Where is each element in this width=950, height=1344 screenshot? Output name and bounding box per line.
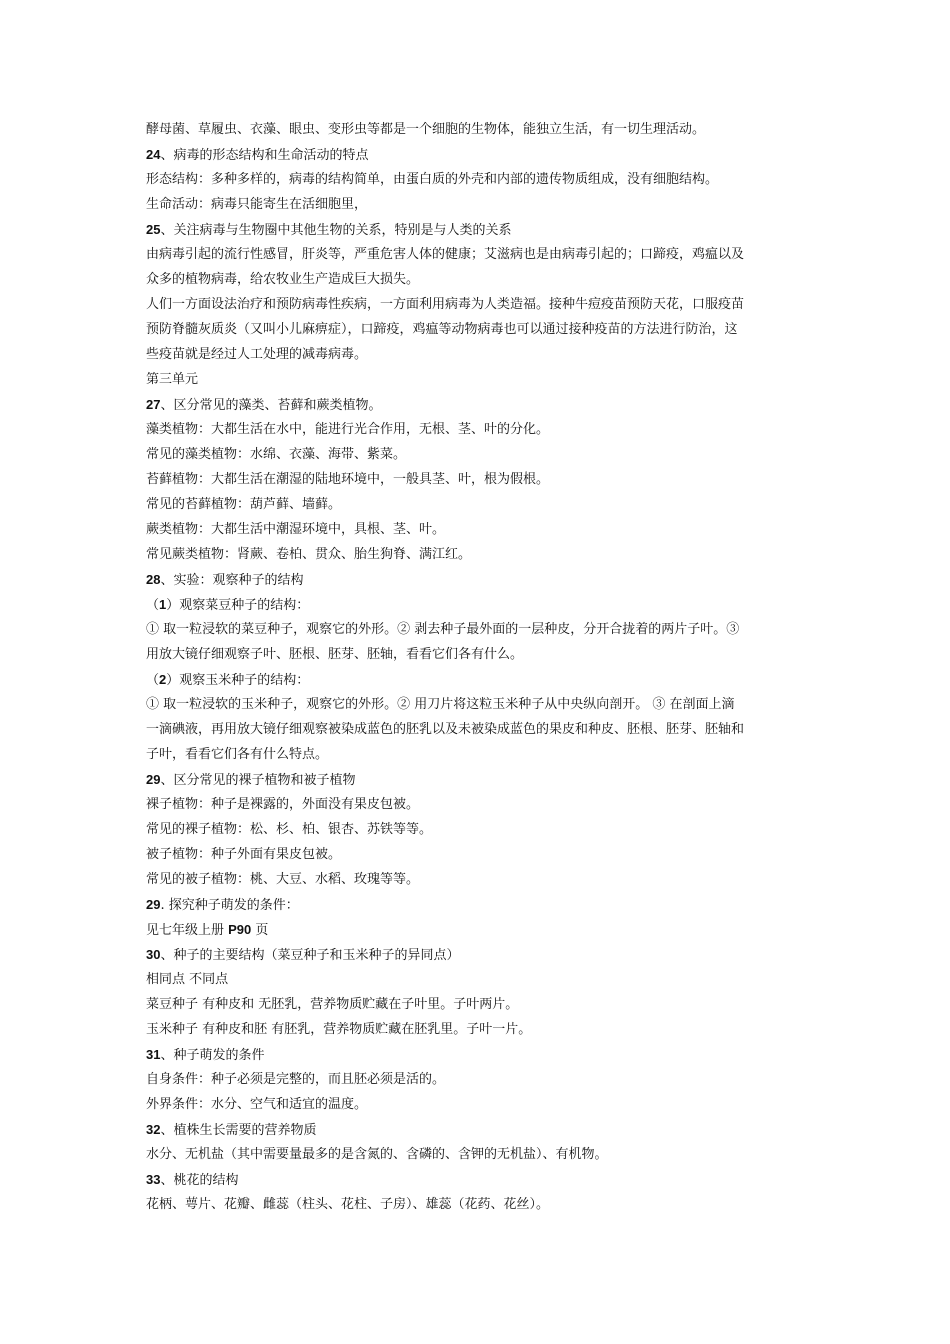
line-text: 、病毒的形态结构和生命活动的特点 (160, 148, 369, 163)
line-text: 藻类植物：大都生活在水中，能进行光合作用，无根、茎、叶的分化。 (146, 422, 550, 437)
text-line (146, 467, 816, 492)
text-line (146, 892, 816, 917)
inline-number: P90 (228, 922, 252, 937)
section-number: 27 (146, 397, 161, 412)
line-text: 、种子萌发的条件 (160, 1048, 265, 1063)
line-text: 页 (251, 923, 269, 938)
line-text: . 探究种子萌发的条件： (160, 898, 299, 913)
line-text: 、实验：观察种子的结构 (160, 573, 304, 588)
text-line (146, 492, 816, 517)
text-line (146, 267, 816, 292)
text-line (146, 392, 816, 417)
line-text: 常见的被子植物：桃、大豆、水稻、玫瑰等等。 (146, 872, 420, 887)
inline-number: 2 (159, 672, 167, 687)
text-line (146, 1167, 816, 1192)
text-line (146, 292, 816, 317)
text-line (146, 1017, 816, 1042)
line-text: 、区分常见的藻类、苔藓和蕨类植物。 (160, 398, 382, 413)
line-text: 外界条件：水分、空气和适宜的温度。 (146, 1097, 368, 1112)
text-line (146, 717, 816, 742)
line-text: 人们一方面设法治疗和预防病毒性疾病，一方面利用病毒为人类造福。接种牛痘疫苗预防天花，口服疫苗 (146, 297, 745, 312)
text-line (146, 767, 816, 792)
text-line (146, 642, 816, 667)
line-prefix: （ (146, 598, 160, 613)
line-text: 、关注病毒与生物圈中其他生物的关系，特别是与人类的关系 (160, 223, 512, 238)
line-text: 苔藓植物：大都生活在潮湿的陆地环境中，一般具茎、叶，根为假根。 (146, 472, 550, 487)
line-text: 常见的藻类植物：水绵、衣藻、海带、紫菜。 (146, 447, 407, 462)
text-line (146, 967, 816, 992)
line-text: 花柄、萼片、花瓣、雌蕊（柱头、花柱、子房）、雄蕊（花药、花丝）。 (146, 1197, 550, 1212)
text-line (146, 1192, 816, 1217)
line-text: 酵母菌、草履虫、衣藻、眼虫、变形虫等都是一个细胞的生物体，能独立生活，有一切生理活动。 (146, 122, 706, 137)
line-text: 常见蕨类植物：肾蕨、卷柏、贯众、胎生狗脊、满江红。 (146, 547, 472, 562)
line-text: 被子植物：种子外面有果皮包被。 (146, 847, 342, 862)
line-text: 常见的裸子植物：松、杉、柏、银杏、苏铁等等。 (146, 822, 433, 837)
line-text: ）观察菜豆种子的结构： (166, 598, 310, 613)
text-line (146, 442, 816, 467)
line-text: 用放大镜仔细观察子叶、胚根、胚芽、胚轴，看看它们各有什么。 (146, 647, 524, 662)
line-text: 菜豆种子 有种皮和 无胚乳，营养物质贮藏在子叶里。子叶两片。 (146, 997, 519, 1012)
section-number: 25 (146, 222, 161, 237)
line-text: ① 取一粒浸软的玉米种子，观察它的外形。② 用刀片将这粒玉米种子从中央纵向剖开。 ③ 在剖面上滴 (146, 697, 735, 712)
text-line (146, 592, 816, 617)
section-number: 33 (146, 1172, 161, 1187)
line-text: 、区分常见的裸子植物和被子植物 (160, 773, 356, 788)
line-text: 蕨类植物：大都生活中潮湿环境中，具根、茎、叶。 (146, 522, 446, 537)
line-text: ① 取一粒浸软的菜豆种子，观察它的外形。② 剥去种子最外面的一层种皮，分开合拢着的两片子叶。③ (146, 622, 740, 637)
text-line (146, 167, 816, 192)
text-line (146, 142, 816, 167)
section-number: 28 (146, 572, 161, 587)
text-line (146, 1042, 816, 1067)
text-line (146, 617, 816, 642)
section-number: 30 (146, 947, 161, 962)
line-prefix: 见七年级上册 (146, 923, 229, 938)
text-line (146, 542, 816, 567)
line-text: 第三单元 (146, 372, 199, 387)
line-text: 些疫苗就是经过人工处理的减毒病毒。 (146, 347, 368, 362)
line-text: 常见的苔藓植物：葫芦藓、墙藓。 (146, 497, 342, 512)
line-text: 、种子的主要结构（菜豆种子和玉米种子的异同点） (160, 948, 460, 963)
section-number: 32 (146, 1122, 161, 1137)
text-line (146, 342, 816, 367)
line-text: 裸子植物：种子是裸露的，外面没有果皮包被。 (146, 797, 420, 812)
line-text: 一滴碘液，再用放大镜仔细观察被染成蓝色的胚乳以及未被染成蓝色的果皮和种皮、胚根、胚芽、胚轴和 (146, 722, 745, 737)
text-line (146, 1092, 816, 1117)
section-number: 29 (146, 897, 161, 912)
text-line (146, 217, 816, 242)
line-text: ）观察玉米种子的结构： (166, 673, 310, 688)
text-line (146, 842, 816, 867)
inline-number: 1 (159, 597, 167, 612)
text-line (146, 367, 816, 392)
line-text: 、桃花的结构 (160, 1173, 239, 1188)
text-line (146, 867, 816, 892)
text-line (146, 517, 816, 542)
line-text: 水分、无机盐（其中需要量最多的是含氮的、含磷的、含钾的无机盐）、有机物。 (146, 1147, 608, 1162)
line-text: 众多的植物病毒，给农牧业生产造成巨大损失。 (146, 272, 420, 287)
text-line (146, 317, 816, 342)
text-line (146, 192, 816, 217)
text-line (146, 242, 816, 267)
text-line (146, 917, 816, 942)
line-prefix: （ (146, 673, 160, 688)
line-text: 子叶，看看它们各有什么特点。 (146, 747, 329, 762)
text-line (146, 992, 816, 1017)
text-line (146, 667, 816, 692)
section-number: 29 (146, 772, 161, 787)
text-line (146, 417, 816, 442)
section-number: 24 (146, 147, 161, 162)
line-text: 相同点 不同点 (146, 972, 229, 987)
text-line (146, 817, 816, 842)
line-text: 预防脊髓灰质炎（又叫小儿麻痹症），口蹄疫，鸡瘟等动物病毒也可以通过接种疫苗的方法进行防治，这 (146, 322, 738, 337)
text-line (146, 792, 816, 817)
text-line (146, 1142, 816, 1167)
text-line (146, 117, 816, 142)
text-line (146, 1067, 816, 1092)
line-text: 、植株生长需要的营养物质 (160, 1123, 317, 1138)
text-line (146, 942, 816, 967)
line-text: 由病毒引起的流行性感冒，肝炎等，严重危害人体的健康；艾滋病也是由病毒引起的；口蹄疫，鸡瘟以及 (146, 247, 745, 262)
text-line (146, 742, 816, 767)
text-line (146, 567, 816, 592)
line-text: 生命活动：病毒只能寄生在活细胞里， (146, 197, 368, 212)
line-text: 自身条件：种子必须是完整的，而且胚必须是活的。 (146, 1072, 446, 1087)
line-text: 玉米种子 有种皮和胚 有胚乳，营养物质贮藏在胚乳里。子叶一片。 (146, 1022, 532, 1037)
text-line (146, 1117, 816, 1142)
document-body (146, 117, 816, 1217)
section-number: 31 (146, 1047, 161, 1062)
line-text: 形态结构：多种多样的，病毒的结构简单，由蛋白质的外壳和内部的遗传物质组成，没有细胞结构。 (146, 172, 719, 187)
text-line (146, 692, 816, 717)
